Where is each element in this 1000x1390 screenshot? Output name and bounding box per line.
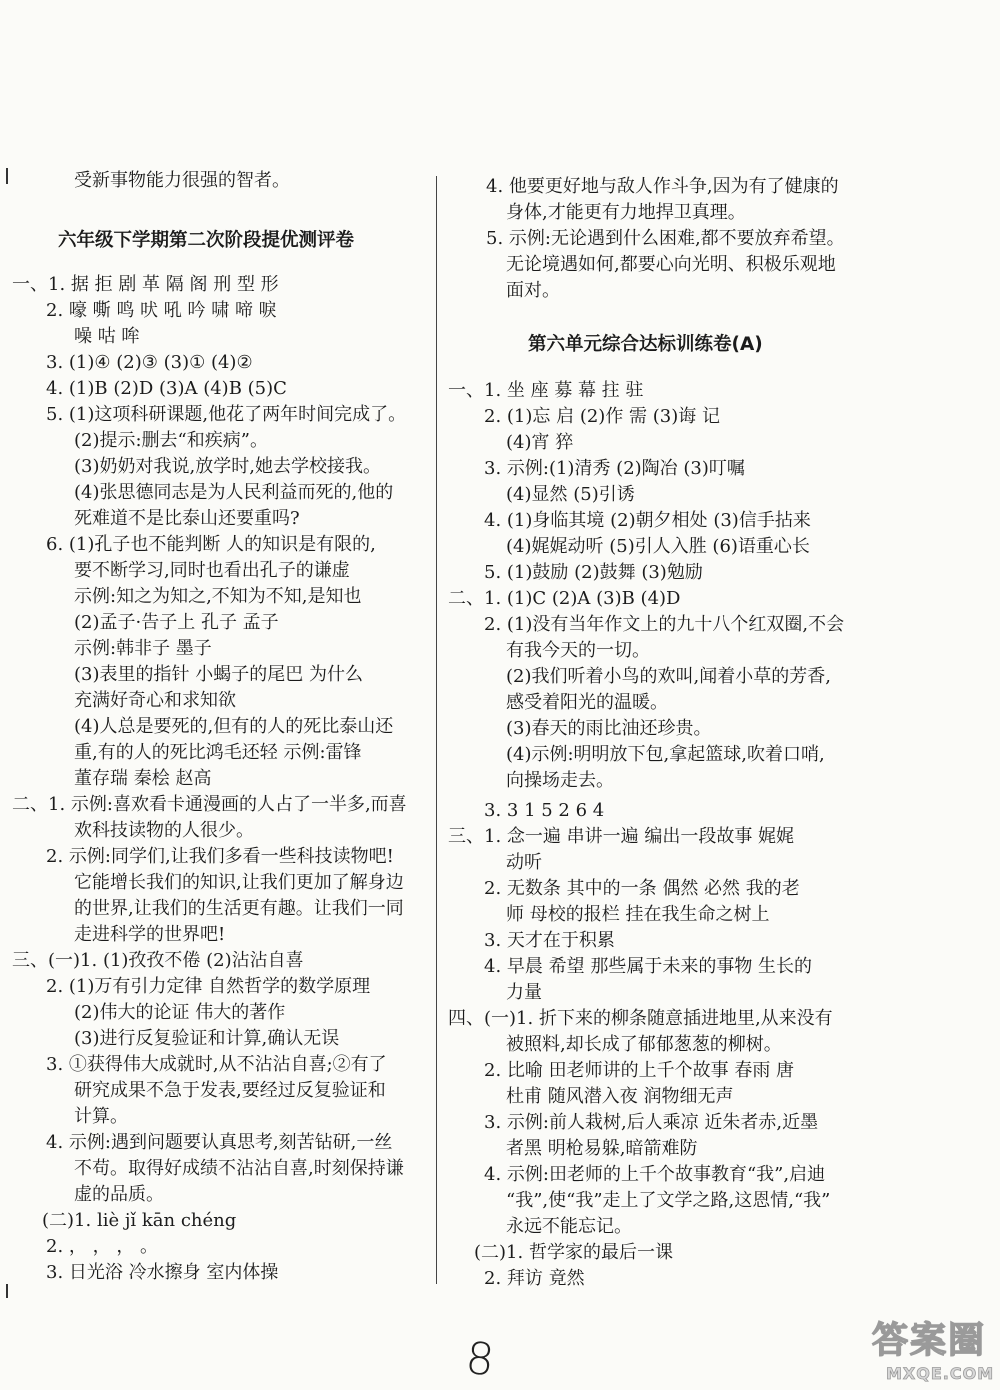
text-line: 2. (1)忘 启 (2)作 需 (3)诲 记 — [484, 406, 720, 427]
text-line: 4. (1)身临其境 (2)朝夕相处 (3)信手拈来 — [484, 510, 811, 531]
text-line: (2)伟大的论证 伟大的著作 — [74, 1002, 286, 1023]
text-line: 计算。 — [74, 1106, 128, 1127]
text-line: 5. 示例:无论遇到什么困难,都不要放弃希望。 — [486, 228, 845, 249]
section-heading: 六年级下学期第二次阶段提优测评卷 — [58, 230, 355, 251]
text-line: 4. 他要更好地与敌人作斗争,因为有了健康的 — [486, 176, 839, 197]
text-line: 面对。 — [506, 280, 560, 301]
text-line: 它能增长我们的知识,让我们更加了解身边 — [74, 872, 404, 893]
text-line: 欢科技读物的人很少。 — [74, 820, 254, 841]
text-line: 示例:韩非子 墨子 — [74, 638, 212, 659]
text-line: 2. ， ， ， 。 — [46, 1236, 159, 1257]
text-line: 充满好奇心和求知欲 — [74, 690, 236, 711]
text-line: 2. (1)没有当年作文上的九十八个红双圈,不会 — [484, 614, 845, 635]
text-line: (4)示例:明明放下包,拿起篮球,吹着口哨, — [506, 744, 825, 765]
text-line: 者黑 明枪易躲,暗箭难防 — [506, 1138, 698, 1159]
text-line: 一、1. 坐 座 募 幕 拄 驻 — [448, 380, 644, 401]
text-line: 有我今天的一切。 — [506, 640, 650, 661]
text-line: 6. (1)孔子也不能判断 人的知识是有限的, — [46, 534, 376, 555]
text-line: 4. 早晨 希望 那些属于未来的事物 生长的 — [484, 956, 813, 977]
text-line: 要不断学习,同时也看出孔子的谦虚 — [74, 560, 350, 581]
text-line: (4)娓娓动听 (5)引人入胜 (6)语重心长 — [506, 536, 810, 557]
text-line: 3. (1)④ (2)③ (3)① (4)② — [46, 352, 253, 373]
text-line: 研究成果不急于发表,要经过反复验证和 — [74, 1080, 386, 1101]
text-line: 向操场走去。 — [506, 770, 614, 791]
text-line: 3. 日光浴 冷水擦身 室内体操 — [46, 1262, 279, 1283]
section-heading: 第六单元综合达标训练卷(A) — [528, 334, 763, 355]
text-line: (二)1. 哲学家的最后一课 — [474, 1242, 673, 1263]
text-line: 2. 拜访 竟然 — [484, 1268, 585, 1289]
text-line: 永远不能忘记。 — [506, 1216, 632, 1237]
text-line: (4)张思德同志是为人民利益而死的,他的 — [74, 482, 394, 503]
text-line: 4. 示例:遇到问题要认真思考,刻苦钻研,一丝 — [46, 1132, 393, 1153]
text-line: 3. 天才在于积累 — [484, 930, 615, 951]
text-line: 无论境遇如何,都要心向光明、积极乐观地 — [506, 254, 836, 275]
text-line: “我”,使“我”走上了文学之路,这恩情,“我” — [506, 1190, 831, 1211]
text-line: (4)宵 猝 — [506, 432, 574, 453]
page-number: 8 — [463, 1332, 497, 1387]
scan-edge-mark-bottom — [6, 1284, 8, 1298]
text-line: 受新事物能力很强的智者。 — [74, 170, 290, 191]
text-line: 二、1. 示例:喜欢看卡通漫画的人占了一半多,而喜 — [12, 794, 407, 815]
text-line: 2. 示例:同学们,让我们多看一些科技读物吧! — [46, 846, 394, 867]
text-line: 三、1. 念一遍 串讲一遍 编出一段故事 娓娓 — [448, 826, 795, 847]
text-line: 死难道不是比泰山还要重吗? — [74, 508, 300, 529]
text-line: 3. 示例:前人栽树,后人乘凉 近朱者赤,近墨 — [484, 1112, 819, 1133]
text-line: 三、(一)1. (1)孜孜不倦 (2)沾沾自喜 — [12, 950, 304, 971]
text-line: 力量 — [506, 982, 542, 1003]
text-line: (2)提示:删去“和疾病”。 — [74, 430, 268, 451]
text-line: 3. 示例:(1)清秀 (2)陶冶 (3)叮嘱 — [484, 458, 745, 479]
text-line: 噪 咕 哞 — [74, 326, 140, 347]
text-line: 示例:知之为知之,不知为不知,是知也 — [74, 586, 362, 607]
text-line: 身体,才能更有力地捍卫真理。 — [506, 202, 746, 223]
scan-edge-mark-top — [6, 168, 8, 184]
text-line: (4)人总是要死的,但有的人的死比泰山还 — [74, 716, 394, 737]
text-line: 四、(一)1. 折下来的柳条随意插进地里,从来没有 — [448, 1008, 833, 1029]
text-line: 感受着阳光的温暖。 — [506, 692, 668, 713]
text-line: 动听 — [506, 852, 542, 873]
watermark-logo: 答案圈 — [872, 1320, 987, 1361]
watermark-url: MXQE.COM — [886, 1364, 995, 1383]
text-line: 师 母校的报栏 挂在我生命之树上 — [506, 904, 770, 925]
text-line: 4. 示例:田老师的上千个故事教育“我”,启迪 — [484, 1164, 826, 1185]
text-line: 重,有的人的死比鸿毛还轻 示例:雷锋 — [74, 742, 362, 763]
text-line: 不苟。取得好成绩不沾沾自喜,时刻保持谦 — [74, 1158, 404, 1179]
column-divider — [436, 176, 437, 1284]
text-line: 杜甫 随风潜入夜 润物细无声 — [506, 1086, 734, 1107]
text-line: 2. 嚎 嘶 鸣 吠 吼 吟 啸 啼 唳 — [46, 300, 277, 321]
text-line: (3)奶奶对我说,放学时,她去学校接我。 — [74, 456, 381, 477]
text-line: 2. (1)万有引力定律 自然哲学的数学原理 — [46, 976, 371, 997]
text-line: 二、1. (1)C (2)A (3)B (4)D — [448, 588, 681, 609]
text-line: 5. (1)这项科研课题,他花了两年时间完成了。 — [46, 404, 407, 425]
text-line: 一、1. 据 拒 剧 革 隔 阁 刑 型 形 — [12, 274, 279, 295]
text-line: 虚的品质。 — [74, 1184, 164, 1205]
text-line: 3. ①获得伟大成就时,从不沾沾自喜;②有了 — [46, 1054, 387, 1075]
text-line: 2. 无数条 其中的一条 偶然 必然 我的老 — [484, 878, 800, 899]
text-line: 2. 比喻 田老师讲的上千个故事 春雨 唐 — [484, 1060, 795, 1081]
text-line: 的世界,让我们的生活更有趣。让我们一同 — [74, 898, 404, 919]
text-line: 3. 3 1 5 2 6 4 — [484, 800, 605, 821]
text-line: (2)孟子·告子上 孔子 孟子 — [74, 612, 279, 633]
text-line: 走进科学的世界吧! — [74, 924, 226, 945]
text-line: 4. (1)B (2)D (3)A (4)B (5)C — [46, 378, 287, 399]
text-line: (二)1. liè jǐ kān chéng — [42, 1210, 237, 1231]
text-line: (4)显然 (5)引诱 — [506, 484, 635, 505]
text-line: 被照料,却长成了郁郁葱葱的柳树。 — [506, 1034, 782, 1055]
text-line: 董存瑞 秦桧 赵高 — [74, 768, 212, 789]
text-line: (3)表里的指针 小蝎子的尾巴 为什么 — [74, 664, 363, 685]
text-line: (3)进行反复验证和计算,确认无误 — [74, 1028, 340, 1049]
text-line: 5. (1)鼓励 (2)鼓舞 (3)勉励 — [484, 562, 703, 583]
text-line: (3)春天的雨比油还珍贵。 — [506, 718, 712, 739]
text-line: (2)我们听着小鸟的欢叫,闻着小草的芳香, — [506, 666, 831, 687]
